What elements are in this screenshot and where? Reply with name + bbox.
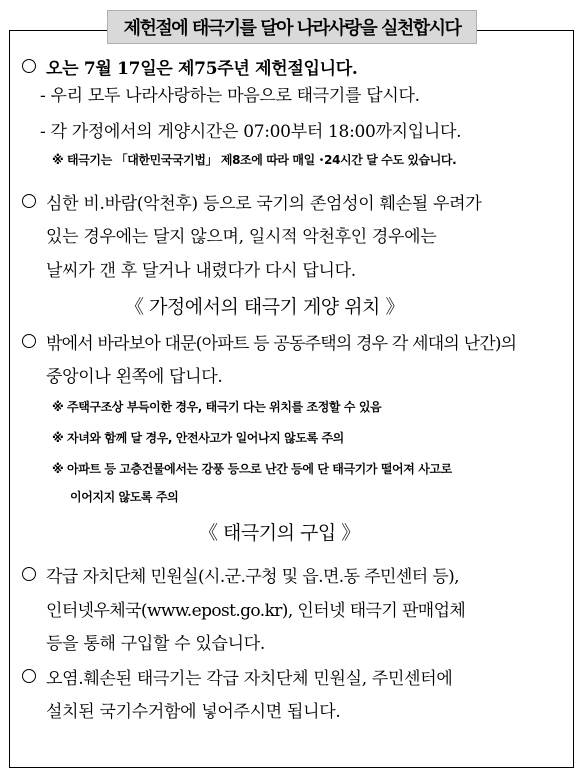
bullet-circle-icon — [22, 334, 36, 348]
disposal-line: 설치된 국기수거함에 넣어주시면 됩니다. — [46, 702, 341, 722]
position-note: 이어지지 않도록 주의 — [70, 490, 179, 504]
weather-line: 날씨가 갠 후 달거나 내렸다가 다시 답니다. — [46, 261, 356, 281]
purchase-heading: 《 태극기의 구입 》 — [199, 522, 360, 544]
disposal-line: 오염.훼손된 태극기는 각급 자치단체 민원실, 주민센터에 — [46, 669, 453, 689]
purchase-line: 등을 통해 구입할 수 있습니다. — [46, 634, 265, 654]
bullet-circle-icon — [22, 669, 36, 683]
position-note: ※ 아파트 등 고층건물에서는 강풍 등으로 난간 등에 단 태극기가 떨어져 사고로 — [52, 462, 452, 476]
bullet-circle-icon — [22, 194, 36, 208]
position-note: ※ 주택구조상 부득이한 경우, 태극기 다는 위치를 조정할 수 있음 — [52, 400, 382, 414]
intro-main-text: 오는 7월 17일은 제75주년 제헌절입니다. — [46, 59, 358, 79]
position-line: 밖에서 바라보아 대문(아파트 등 공동주택의 경우 각 세대의 난간)의 — [46, 334, 517, 354]
purchase-line: 인터넷우체국(www.epost.go.kr), 인터넷 태극기 판매업체 — [46, 601, 466, 621]
intro-line: - 각 가정에서의 게양시간은 07:00부터 18:00까지입니다. — [40, 122, 462, 142]
weather-line: 심한 비.바람(악천후) 등으로 국기의 존엄성이 훼손될 우려가 — [46, 194, 482, 214]
intro-line: - 우리 모두 나라사랑하는 마음으로 태극기를 답시다. — [40, 86, 420, 106]
position-line: 중앙이나 왼쪽에 답니다. — [46, 367, 223, 387]
bullet-circle-icon — [22, 567, 36, 581]
purchase-line: 각급 자치단체 민원실(시.군.구청 및 읍.면.동 주민센터 등), — [46, 567, 459, 587]
position-note: ※ 자녀와 함께 달 경우, 안전사고가 일어나지 않도록 주의 — [52, 431, 344, 445]
position-heading: 《 가정에서의 태극기 게양 위치 》 — [125, 296, 404, 318]
weather-line: 있는 경우에는 달지 않으며, 일시적 악천후인 경우에는 — [46, 227, 437, 247]
intro-note: ※ 태극기는 「대한민국국기법」 제8조에 따라 매일 ･24시간 달 수도 있습니다. — [52, 153, 457, 167]
page-title: 제헌절에 태극기를 달아 나라사랑을 실천합시다 — [107, 10, 477, 44]
bullet-circle-icon — [22, 59, 36, 73]
